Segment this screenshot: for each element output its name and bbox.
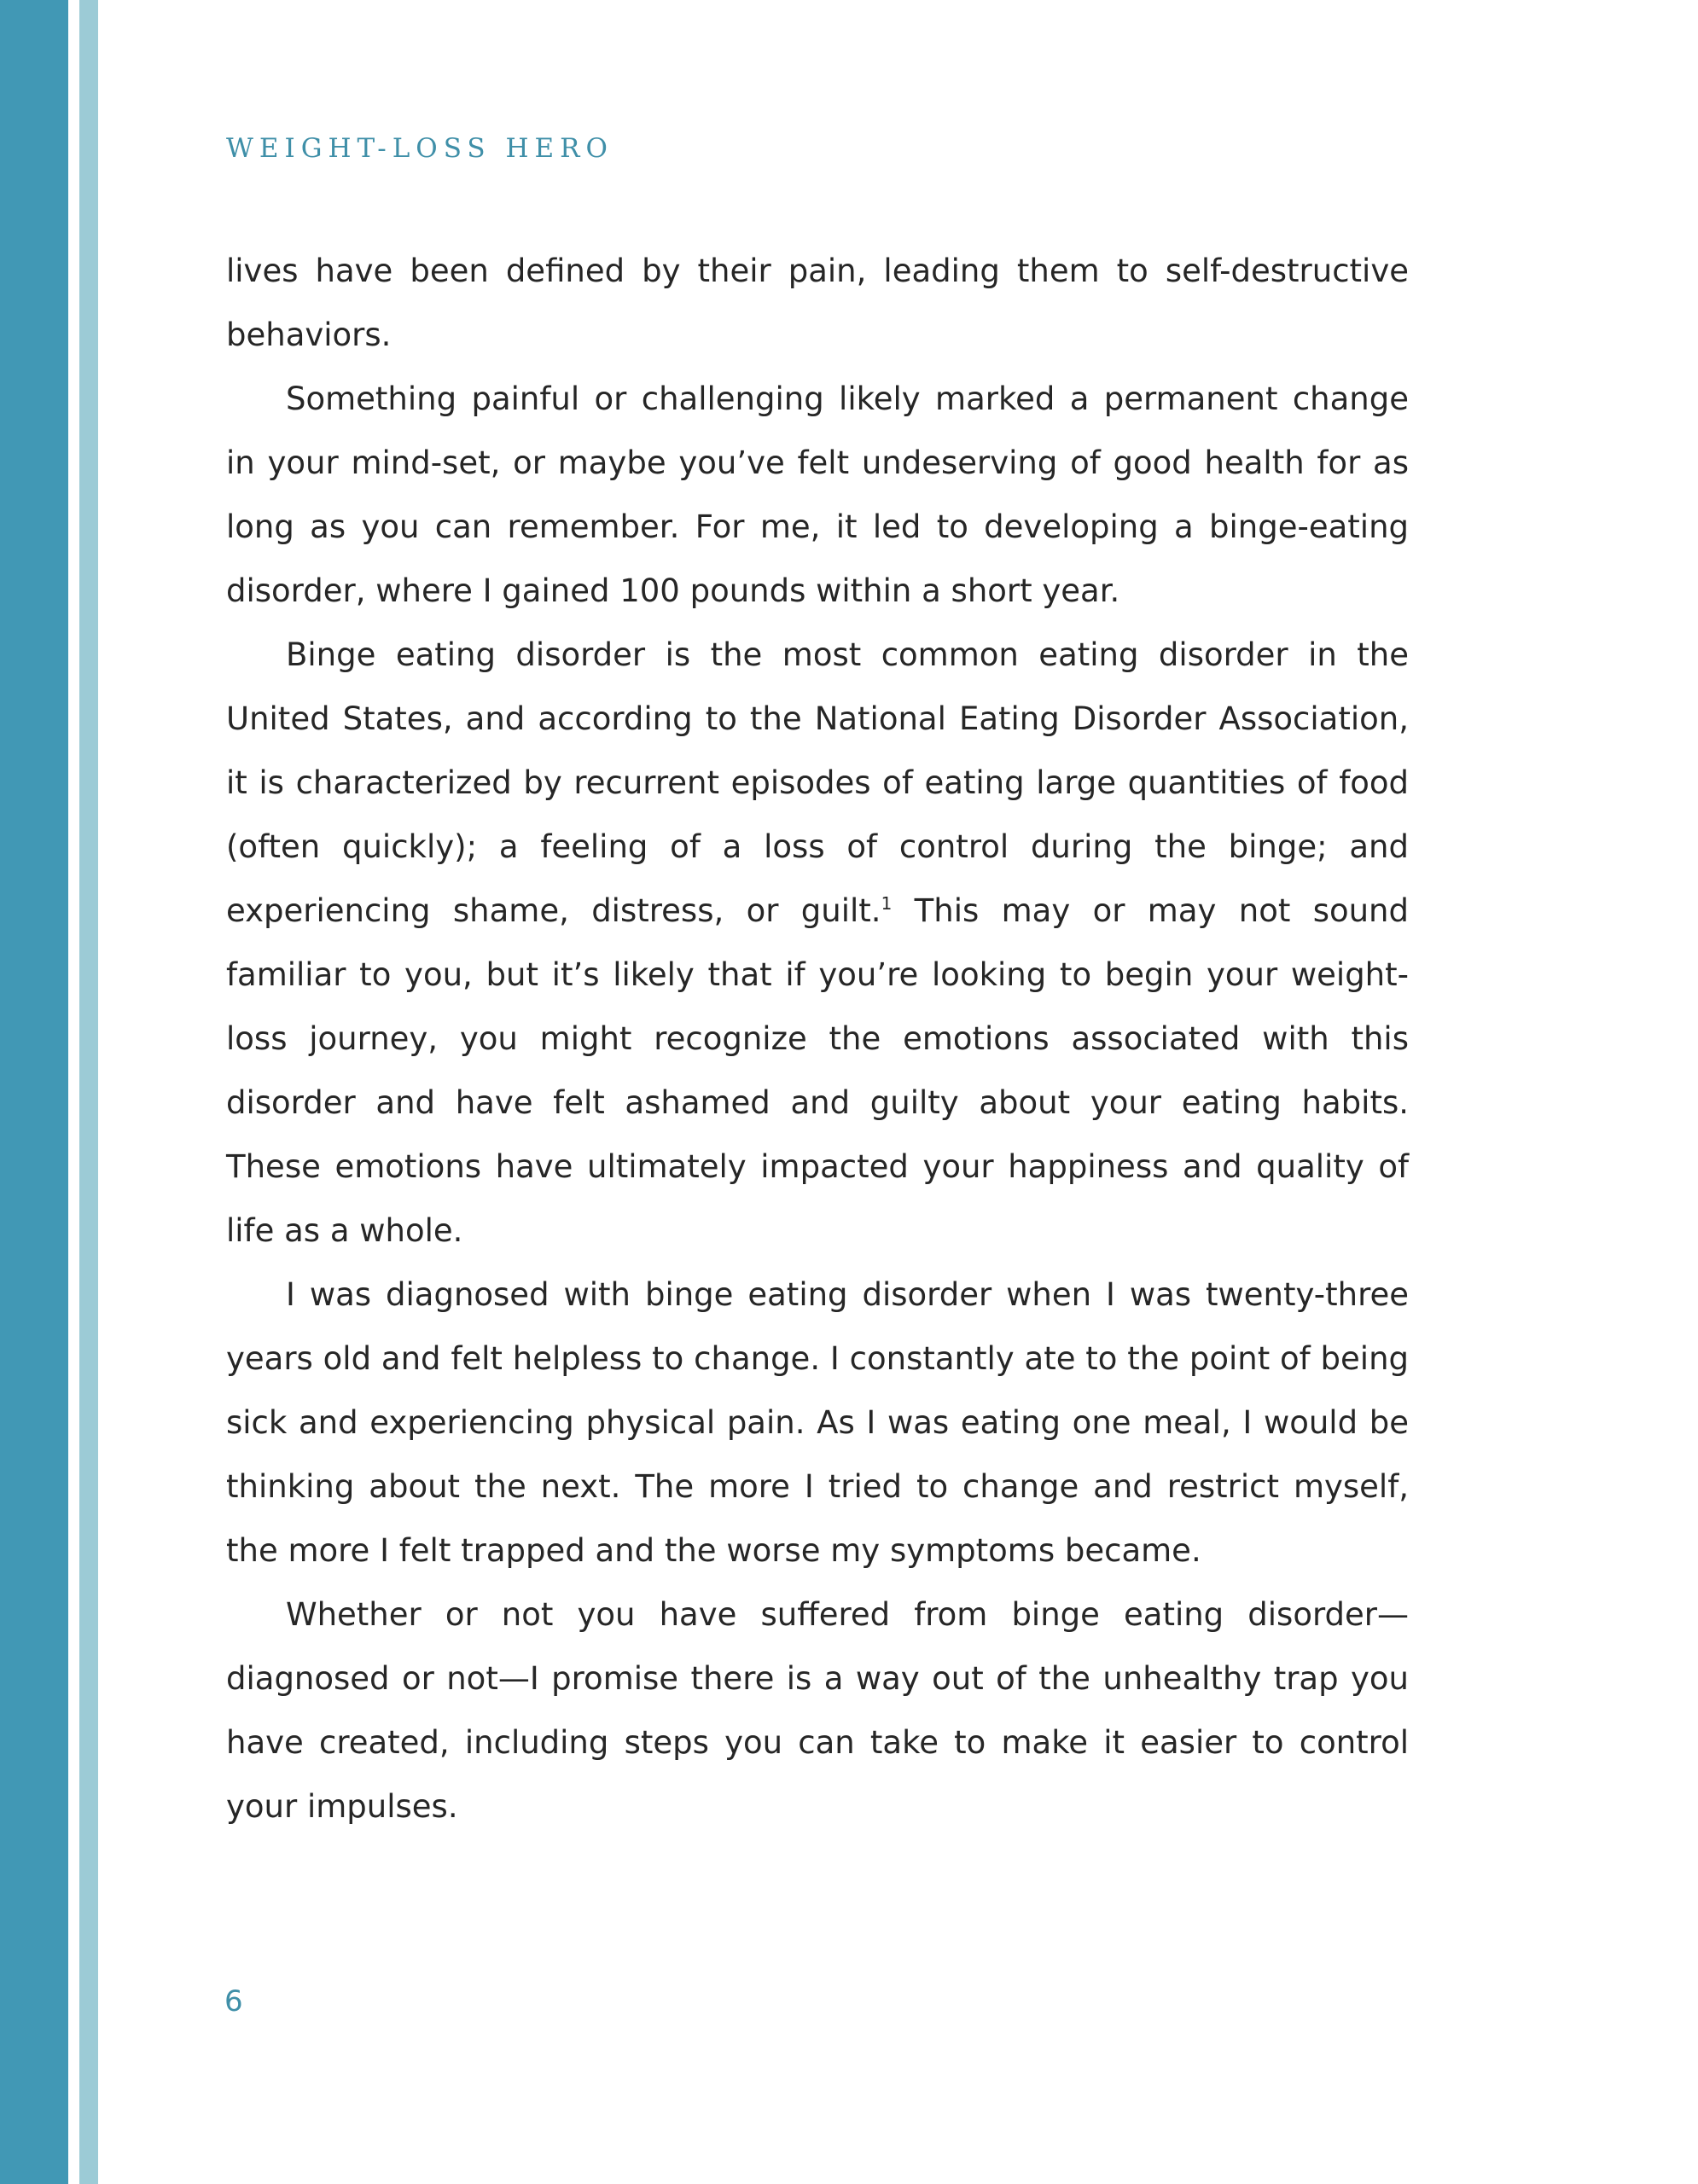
- paragraph-3-part-b: This may or may not sound familiar to you, but it’s likely that if you’re looking to begin your weight-loss journey, you might recognize the emotions associated with this disorder and have felt ashamed and guilty about your eating habits. These emotions have ultimately impacted your happiness and quality of life as a whole.: [226, 892, 1409, 1249]
- paragraph-3: [226, 623, 1409, 1263]
- paragraph-3-part-a: Binge eating disorder is the most common eating disorder in the United States, and according to the National Eating Disorder Association, it is characterized by recurrent episodes of eating large quantities of food (often quickly); a feeling of a loss of control during the binge; and experiencing shame, distress, or guilt.: [226, 636, 1409, 929]
- left-margin-bar-light: [79, 0, 98, 2184]
- body-text: [226, 239, 1409, 1838]
- paragraph-1: lives have been defined by their pain, leading them to self-destructive behaviors.: [226, 253, 1409, 353]
- paragraph-2: Something painful or challenging likely marked a permanent change in your mind-set, or maybe you’ve felt undeserving of good health for as long as you can remember. For me, it led to developing a binge-eating disorder, where I gained 100 pounds within a short year.: [226, 380, 1409, 609]
- paragraph-5: Whether or not you have suffered from binge eating disorder—diagnosed or not—I promise there is a way out of the unhealthy trap you have created, including steps you can take to make it easier to control your impulses.: [226, 1596, 1409, 1825]
- paragraph-4: I was diagnosed with binge eating disorder when I was twenty-three years old and felt helpless to change. I constantly ate to the point of being sick and experiencing physical pain. As I was eating one meal, I would be thinking about the next. The more I tried to change and restrict myself, the more I felt trapped and the worse my symptoms became.: [226, 1276, 1409, 1569]
- running-head: WEIGHT-LOSS HERO: [226, 133, 613, 164]
- left-margin-bar-dark: [0, 0, 68, 2184]
- page-number: 6: [224, 1984, 243, 2018]
- footnote-reference: 1: [881, 893, 893, 914]
